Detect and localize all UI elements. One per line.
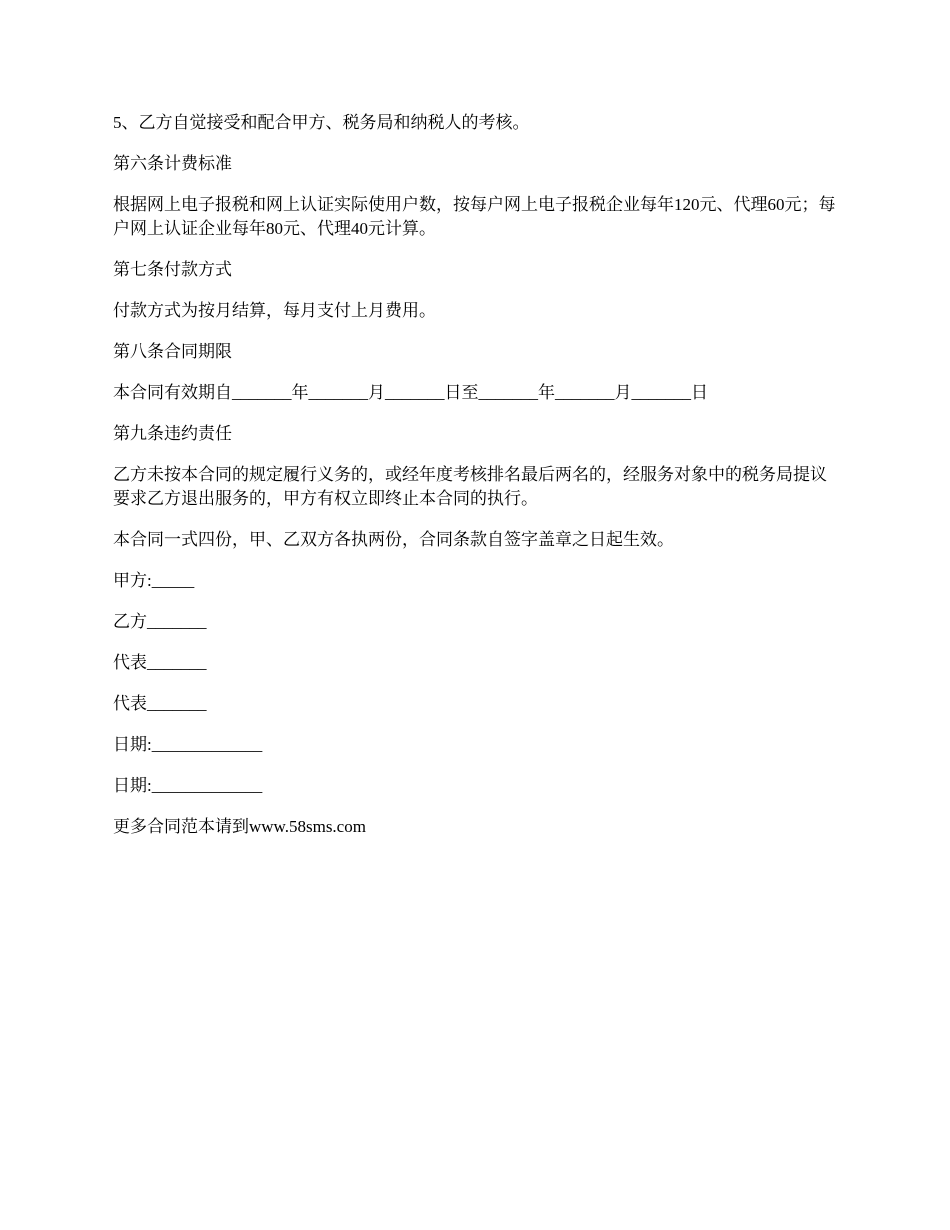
heading-article-7: 第七条付款方式 <box>113 260 232 279</box>
copies-effect-text: 本合同一式四份，甲、乙双方各执两份，合同条款自签字盖章之日起生效。 <box>113 530 674 549</box>
document-page <box>113 111 838 856</box>
party-b-signature-line: 乙方_______ <box>113 612 207 631</box>
heading-article-8: 第八条合同期限 <box>113 342 232 361</box>
representative-b-line: 代表_______ <box>113 694 207 713</box>
payment-method-text: 付款方式为按月结算，每月支付上月费用。 <box>113 301 436 320</box>
heading-article-6: 第六条计费标准 <box>113 154 232 173</box>
date-b-line: 日期:_____________ <box>113 776 263 795</box>
contract-term-text: 本合同有效期自_______年_______月_______日至_______年_______月_______日 <box>113 383 708 402</box>
fee-standard-text: 根据网上电子报税和网上认证实际使用户数，按每户网上电子报税企业每年120元、代理60元；每户网上认证企业每年80元、代理40元计算。 <box>113 195 836 238</box>
more-templates-footer: 更多合同范本请到www.58sms.com <box>113 817 366 836</box>
party-a-signature-line: 甲方:_____ <box>113 571 195 590</box>
breach-liability-text: 乙方未按本合同的规定履行义务的，或经年度考核排名最后两名的，经服务对象中的税务局提议要求乙方退出服务的，甲方有权立即终止本合同的执行。 <box>113 465 827 508</box>
date-a-line: 日期:_____________ <box>113 735 263 754</box>
heading-article-9: 第九条违约责任 <box>113 424 232 443</box>
clause-5-assessment: 5、乙方自觉接受和配合甲方、税务局和纳税人的考核。 <box>113 113 530 132</box>
representative-a-line: 代表_______ <box>113 653 207 672</box>
